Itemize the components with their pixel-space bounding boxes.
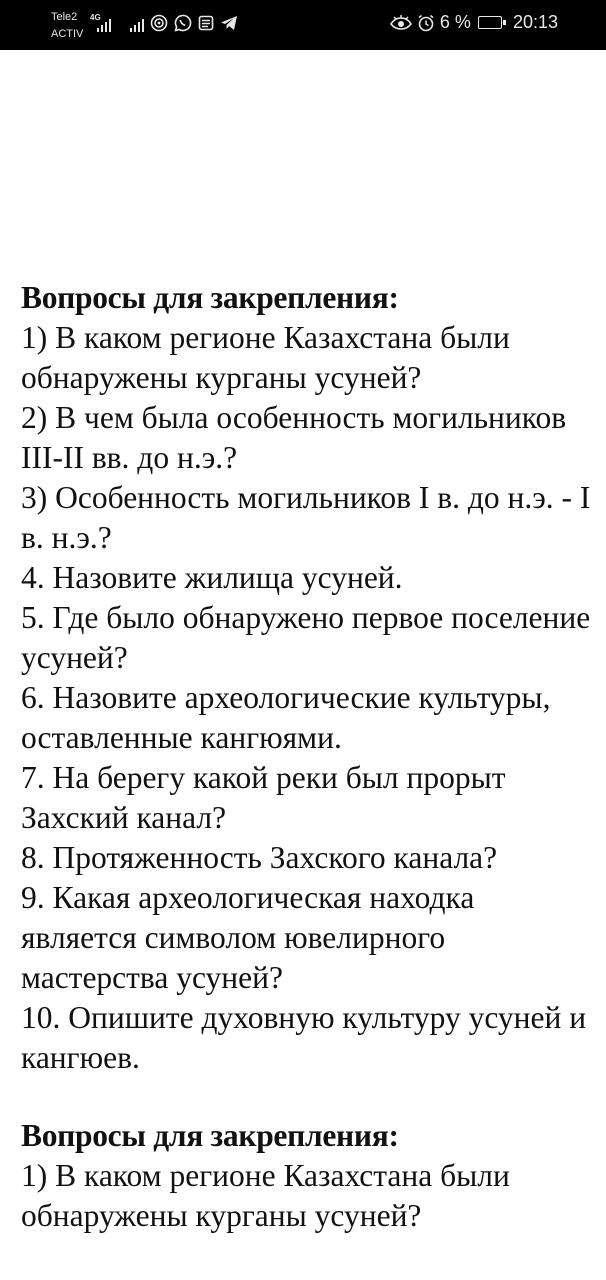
- system-status: [390, 12, 558, 33]
- hotspot-icon: [150, 14, 168, 32]
- question-item: 9. Какая археологическая находка является символом ювелирного мастерства усуней?: [21, 880, 475, 995]
- message-icon: [198, 15, 214, 31]
- signal-icon: [97, 18, 111, 32]
- question-item: 8. Протяженность Захского канала?: [21, 840, 498, 875]
- battery-percent: 6 %: [439, 12, 471, 32]
- question-item: 7. На берегу какой реки был прорыт Захский канал?: [21, 760, 506, 835]
- questions-list: [21, 1156, 591, 1236]
- questions-list: [21, 318, 591, 1078]
- notification-icons: [150, 14, 238, 32]
- section-title: Вопросы для закрепления:: [21, 280, 399, 315]
- questions-section: [21, 1116, 591, 1236]
- question-item: 4. Назовите жилища усуней.: [21, 560, 403, 595]
- alarm-icon: [417, 14, 435, 32]
- question-item: 2) В чем была особенность могильников III-II вв. до н.э.?: [21, 400, 567, 475]
- network-type: 4G: [90, 13, 101, 22]
- question-item: 1) В каком регионе Казахстана были обнаружены курганы усуней?: [21, 320, 510, 395]
- carrier-label: [51, 9, 83, 43]
- questions-section: [21, 278, 591, 1078]
- telegram-icon: [220, 15, 238, 31]
- clock: 20:13: [512, 12, 558, 32]
- eye-icon: [390, 15, 412, 31]
- question-item: 5. Где было обнаружено первое поселение усуней?: [21, 600, 591, 675]
- signal-icon: [130, 18, 144, 32]
- whatsapp-icon: [174, 14, 192, 32]
- document-content: [21, 278, 591, 1236]
- question-item: 10. Опишите духовную культуру усуней и кангюев.: [21, 1000, 587, 1075]
- carrier-plan: ACTIV: [51, 28, 84, 40]
- question-item: 3) Особенность могильников I в. до н.э. - I в. н.э.?: [21, 480, 591, 555]
- status-bar: [0, 0, 606, 50]
- battery-icon: [478, 16, 502, 29]
- question-item: 1) В каком регионе Казахстана были обнаружены курганы усуней?: [21, 1158, 510, 1233]
- carrier-name: Tele2: [51, 11, 78, 23]
- section-title: Вопросы для закрепления:: [21, 1118, 399, 1153]
- question-item: 6. Назовите археологические культуры, оставленные кангюями.: [21, 680, 551, 755]
